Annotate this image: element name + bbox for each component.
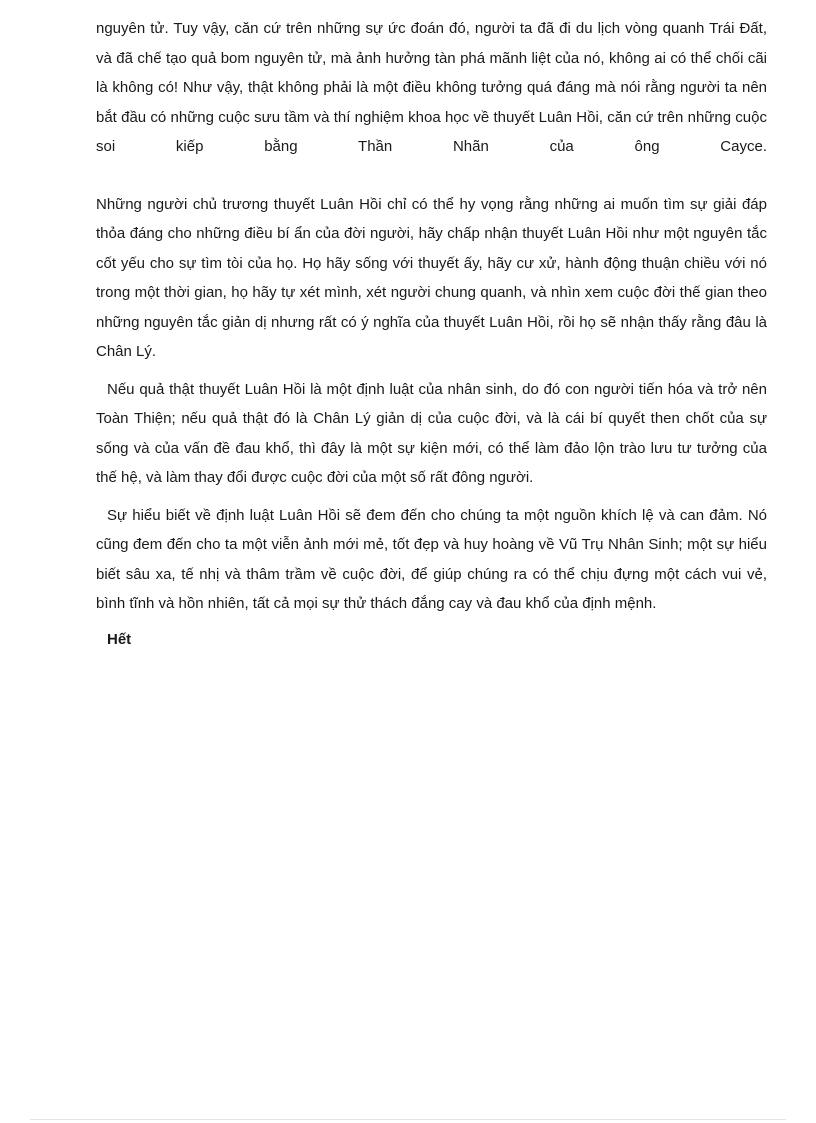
paragraph-3: Nếu quả thật thuyết Luân Hồi là một định luật của nhân sinh, do đó con người tiến hóa và trở nên Toàn Thiện; nếu quả thật đó là Chân Lý giản dị của cuộc đời, và là cái bí quyết then chốt của sự sống và của vấn đề đau khổ, thì đây là một sự kiện mới, có thể làm đảo lộn trào lưu tư tưởng của thế hệ, và làm thay đổi được cuộc đời của một số rất đông người. bbox=[96, 380, 767, 486]
paragraph-4: Sự hiểu biết về định luật Luân Hồi sẽ đem đến cho chúng ta một nguồn khích lệ và can đảm. Nó cũng đem đến cho ta một viễn ảnh mới mẻ, tốt đẹp và huy hoàng về Vũ Trụ Nhân Sinh; một sự hiểu biết sâu xa, tế nhị và thâm trầm về cuộc đời, để giúp chúng ra có thể chịu đựng một cách vui vẻ, bình tĩnh và hồn nhiên, tất cả mọi sự thử thách đắng cay và đau khổ của định mệnh. bbox=[96, 506, 767, 612]
paragraph-1: nguyên tử. Tuy vậy, căn cứ trên những sự ức đoán đó, người ta đã đi du lịch vòng quanh Trái Đất, và đã chế tạo quả bom nguyên tử, mà ảnh hưởng tàn phá mãnh liệt của nó, không ai có thể chối cãi là không có! Như vậy, thật không phải là một điều không tưởng quá đáng mà nói rằng người ta nên bắt đầu có những cuộc sưu tầm và thí nghiệm khoa học về thuyết Luân Hồi, căn cứ trên những cuộc soi kiếp bằng Thần Nhãn của ông Cayce. bbox=[96, 20, 767, 155]
page-bottom-divider bbox=[30, 1119, 786, 1120]
paragraph-2: Những người chủ trương thuyết Luân Hồi chỉ có thể hy vọng rằng những ai muốn tìm sự giải đáp thỏa đáng cho những điều bí ẩn của đời người, hãy chấp nhận thuyết Luân Hồi như một nguyên tắc cốt yếu cho sự tìm tòi của họ. Họ hãy sống với thuyết ấy, hãy cư xử, hành động thuận chiều với nó trong một thời gian, họ hãy tự xét mình, xét người chung quanh, và nhìn xem cuộc đời thế gian theo những nguyên tắc giản dị nhưng rất có ý nghĩa của thuyết Luân Hồi, rồi họ sẽ nhận thấy rằng đâu là Chân Lý. bbox=[96, 195, 767, 360]
end-mark: Hết bbox=[107, 630, 132, 648]
